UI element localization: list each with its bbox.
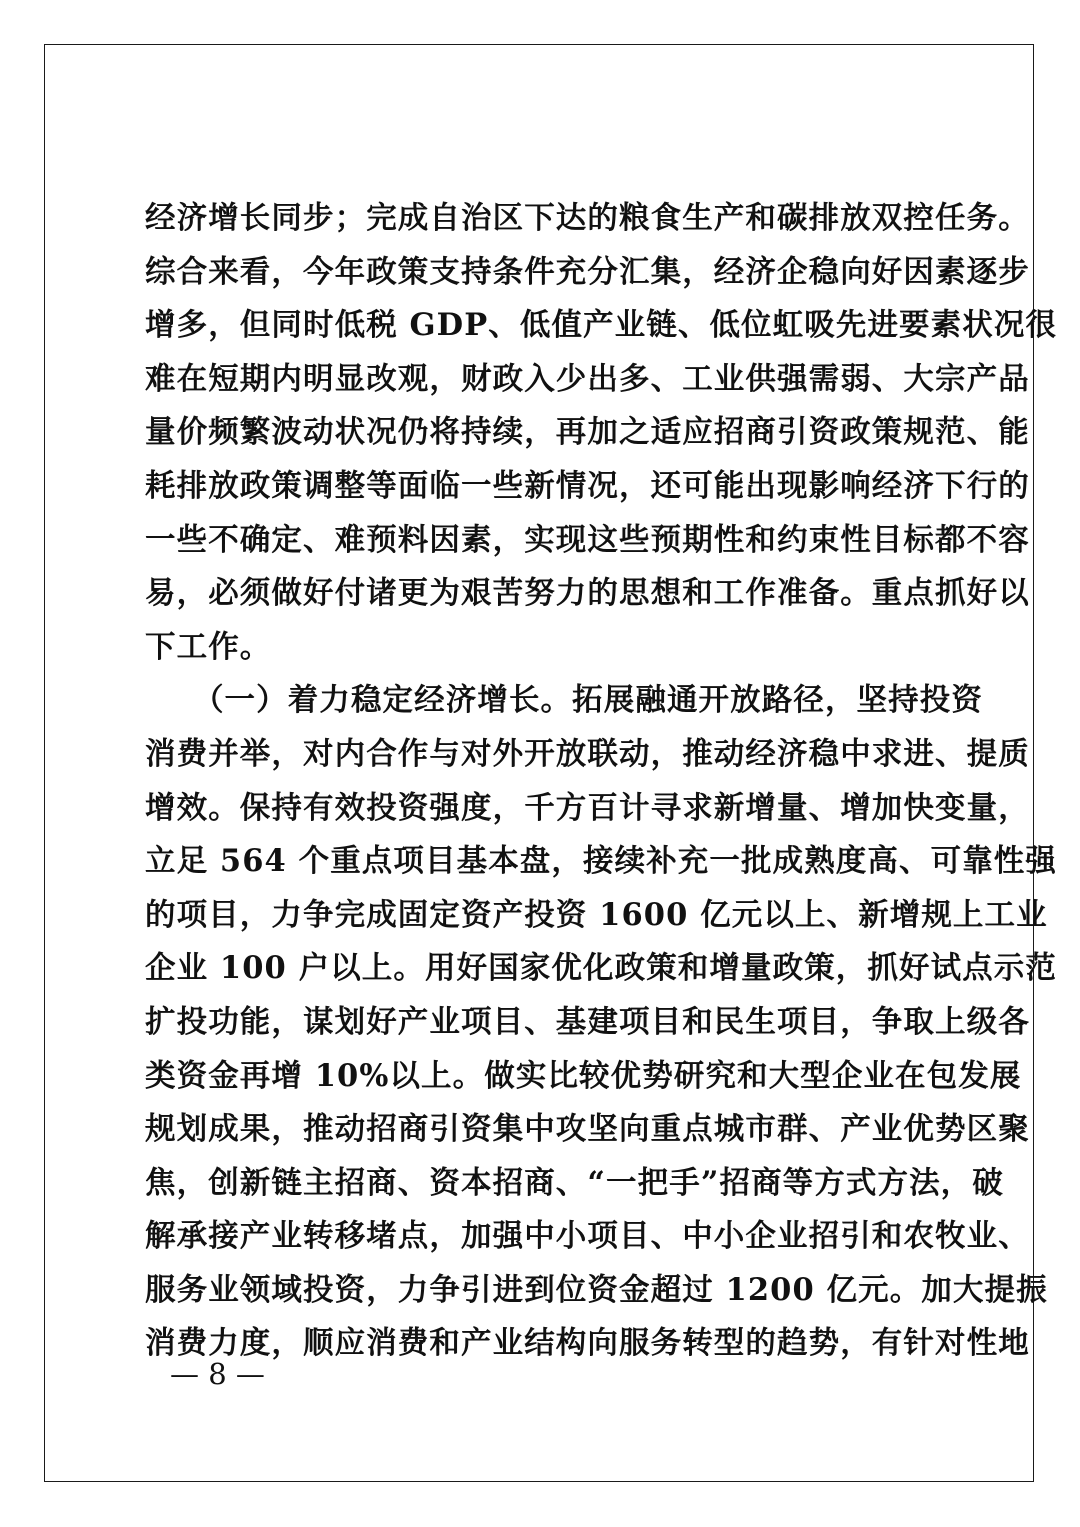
text-line: 消费力度，顺应消费和产业结构向服务转型的趋势，有针对性地 xyxy=(145,1325,1030,1362)
text-line: 企业 100 户以上。用好国家优化政策和增量政策，抓好试点示范 xyxy=(145,950,1058,987)
text-line: 一些不确定、难预料因素，实现这些预期性和约束性目标都不容 xyxy=(145,521,1030,558)
text-line: 综合来看，今年政策支持条件充分汇集，经济企稳向好因素逐步 xyxy=(145,253,1030,290)
text-line: 耗排放政策调整等面临一些新情况，还可能出现影响经济下行的 xyxy=(145,467,1030,504)
text-line: 经济增长同步；完成自治区下达的粮食生产和碳排放双控任务。 xyxy=(145,200,1030,236)
page-number: — 8 — xyxy=(170,1357,265,1391)
text-line: 的项目，力争完成固定资产投资 1600 亿元以上、新增规上工业 xyxy=(145,896,1048,933)
text-line: 量价频繁波动状况仍将持续，再加之适应招商引资政策规范、能 xyxy=(145,414,1030,451)
text-line: 类资金再增 10%以上。做实比较优势研究和大型企业在包发展 xyxy=(145,1057,1022,1094)
text-line: 焦，创新链主招商、资本招商、“一把手”招商等方式方法，破 xyxy=(145,1164,1004,1201)
text-line: （一）着力稳定经济增长。拓展融通开放路径，坚持投资 xyxy=(145,682,983,719)
text-line: 立足 564 个重点项目基本盘，接续补充一批成熟度高、可靠性强 xyxy=(145,843,1058,880)
document-body xyxy=(145,192,1058,1371)
text-line: 下工作。 xyxy=(145,628,272,665)
text-line: 消费并举，对内合作与对外开放联动，推动经济稳中求进、提质 xyxy=(145,735,1030,772)
text-line: 扩投功能，谋划好产业项目、基建项目和民生项目，争取上级各 xyxy=(145,1003,1030,1040)
text-line: 增多，但同时低税 GDP、低值产业链、低位虹吸先进要素状况很 xyxy=(145,307,1058,344)
text-line: 难在短期内明显改观，财政入少出多、工业供强需弱、大宗产品 xyxy=(145,360,1030,397)
text-line: 规划成果，推动招商引资集中攻坚向重点城市群、产业优势区聚 xyxy=(145,1111,1030,1148)
text-line: 服务业领域投资，力争引进到位资金超过 1200 亿元。加大提振 xyxy=(145,1271,1048,1308)
text-line: 解承接产业转移堵点，加强中小项目、中小企业招引和农牧业、 xyxy=(145,1218,1030,1255)
text-line: 易，必须做好付诸更为艰苦努力的思想和工作准备。重点抓好以 xyxy=(145,575,1030,612)
text-line: 增效。保持有效投资强度，千方百计寻求新增量、增加快变量， xyxy=(145,789,1030,826)
